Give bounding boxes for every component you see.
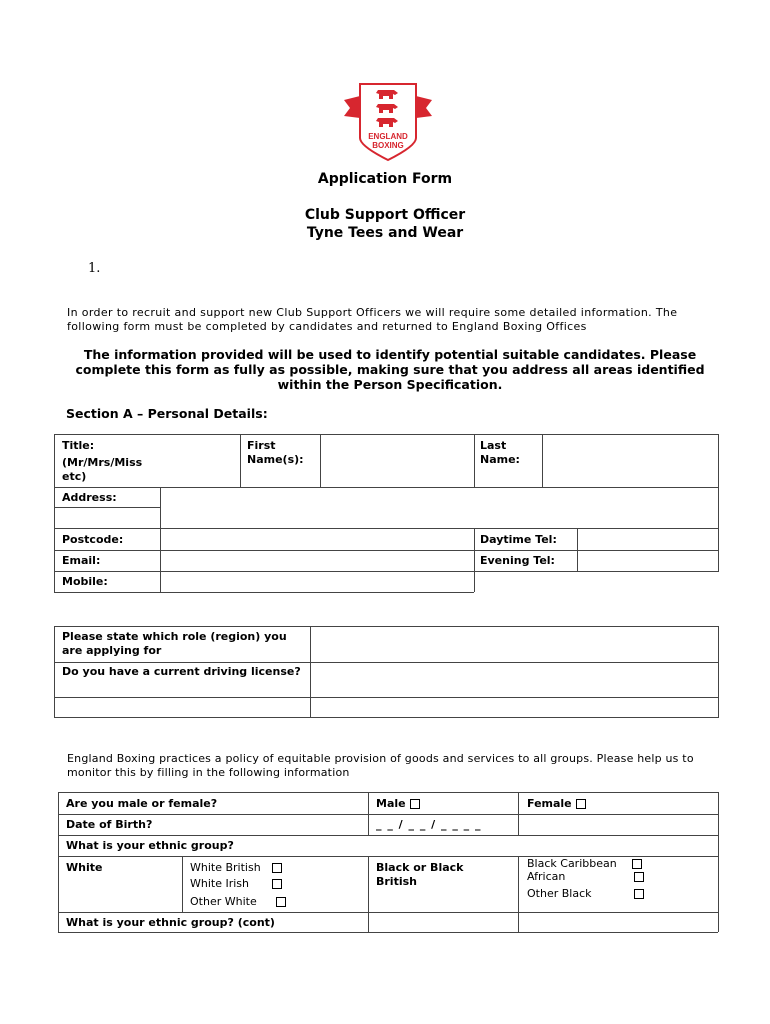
black-label: Black or Black British [376,861,464,888]
black-caribbean-label: Black Caribbean [527,857,617,870]
daytime-tel-label: Daytime Tel: [480,533,557,546]
last-name-input[interactable] [544,436,716,485]
role-input[interactable] [312,628,716,660]
mobile-input[interactable] [162,573,472,591]
white-british-checkbox[interactable] [272,863,282,873]
first-name-label: First Name(s): [247,439,304,466]
section-a-heading: Section A – Personal Details: [66,406,268,421]
title-hint: (Mr/Mrs/Miss etc) [62,456,143,483]
title-input[interactable] [165,436,238,485]
african-label: African [527,870,566,883]
equality-intro: England Boxing practices a policy of equitable provision of goods and services to all groups. Please help us to monitor this by filling in the following information [67,752,694,779]
daytime-tel-input[interactable] [579,530,717,548]
other-white-label: Other White [190,895,257,908]
other-black-label: Other Black [527,887,592,900]
address-label: Address: [62,491,117,504]
black-caribbean-checkbox[interactable] [632,859,642,869]
dob-input[interactable]: _ _ / _ _ / _ _ _ _ [376,818,482,831]
email-input[interactable] [162,552,472,570]
ethnic-question: What is your ethnic group? [66,839,234,852]
african-checkbox[interactable] [634,872,644,882]
white-irish-label: White Irish [190,877,250,890]
email-label: Email: [62,554,101,567]
male-label: Male [376,797,406,810]
list-number: 1. [88,261,101,276]
title-label: Title: [62,439,95,452]
male-checkbox[interactable] [410,799,420,809]
white-british-label: White British [190,861,261,874]
first-name-input[interactable] [322,436,472,485]
postcode-label: Postcode: [62,533,124,546]
other-black-checkbox[interactable] [634,889,644,899]
evening-tel-input[interactable] [579,552,717,570]
ethnic-question-cont: What is your ethnic group? (cont) [66,916,275,929]
logo-text-england: ENGLAND [368,132,408,141]
role-title: Club Support Officer [304,207,466,223]
driving-input[interactable] [312,664,716,696]
mobile-label: Mobile: [62,575,108,588]
notice-paragraph: The information provided will be used to identify potential suitable candidates. Please complete this form as fully as possible, making sure that you address all areas identified within the Person Specification. [75,347,705,392]
address-input[interactable] [162,489,717,526]
other-white-checkbox[interactable] [276,897,286,907]
intro-paragraph: In order to recruit and support new Club Support Officers we will require some detailed information. The following form must be completed by candidates and returned to England Boxing Offices [67,306,678,333]
male-option[interactable] [376,797,420,811]
region-title: Tyne Tees and Wear [306,225,464,241]
female-label: Female [527,797,572,810]
logo-graphic [344,82,432,162]
last-name-label: Last Name: [480,439,520,466]
evening-tel-label: Evening Tel: [480,554,555,567]
white-irish-checkbox[interactable] [272,879,282,889]
female-checkbox[interactable] [576,799,586,809]
white-label: White [66,861,103,874]
gender-question: Are you male or female? [66,797,218,810]
driving-question: Do you have a current driving license? [62,665,301,678]
england-boxing-logo [344,82,432,162]
female-option[interactable] [527,797,586,811]
form-title: Application Form [317,171,453,187]
role-question: Please state which role (region) you are applying for [62,630,287,657]
postcode-input[interactable] [162,530,472,548]
logo-text-boxing: BOXING [372,141,404,150]
dob-label: Date of Birth? [66,818,153,831]
